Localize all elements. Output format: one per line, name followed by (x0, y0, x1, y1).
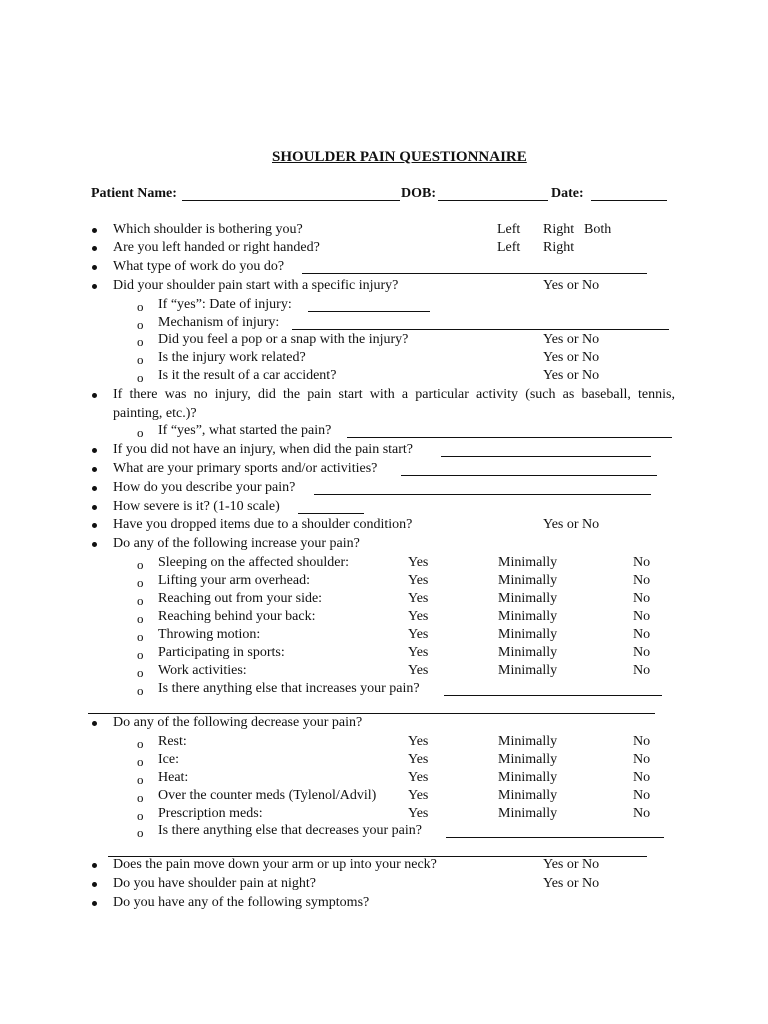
option-no[interactable]: No (633, 663, 651, 678)
option-yes[interactable]: Yes (408, 806, 429, 821)
option-minimally[interactable]: Minimally (498, 806, 558, 821)
bullet-icon (92, 721, 97, 726)
decrease-else-field[interactable] (446, 837, 664, 838)
option-yes[interactable]: Yes (408, 627, 429, 642)
option-yes[interactable]: Yes (408, 591, 429, 606)
yes-or-no-option[interactable]: Yes or No (543, 857, 600, 872)
sub-bullet-icon: o (137, 629, 144, 644)
bullet-icon (92, 542, 97, 547)
option-yes[interactable]: Yes (408, 663, 429, 678)
sub-bullet-icon: o (137, 352, 144, 367)
option-yes[interactable]: Yes (408, 770, 429, 785)
option-minimally[interactable]: Minimally (498, 591, 558, 606)
date-label: Date: (551, 186, 584, 201)
bullet-icon (92, 882, 97, 887)
option-right[interactable]: Right (543, 240, 575, 255)
option-yes[interactable]: Yes (408, 788, 429, 803)
when-start-question: If you did not have an injury, when did the pain start? (113, 442, 414, 457)
increase-item-label: Work activities: (158, 663, 247, 678)
bullet-icon (92, 228, 97, 233)
option-yes[interactable]: Yes (408, 609, 429, 624)
option-no[interactable]: No (633, 573, 651, 588)
work-type-field[interactable] (302, 273, 647, 274)
page-title: SHOULDER PAIN QUESTIONNAIRE (272, 149, 527, 165)
decrease-item-label: Rest: (158, 734, 187, 749)
bullet-icon (92, 393, 97, 398)
option-minimally[interactable]: Minimally (498, 734, 558, 749)
option-minimally[interactable]: Minimally (498, 645, 558, 660)
symptoms-question: Do you have any of the following symptoms? (113, 895, 370, 910)
sports-question: What are your primary sports and/or activities? (113, 461, 378, 476)
severe-field[interactable] (298, 513, 364, 514)
sub-bullet-icon: o (137, 593, 144, 608)
sub-bullet-icon: o (137, 557, 144, 572)
severe-question: How severe is it? (1-10 scale) (113, 499, 280, 514)
option-both[interactable]: Both (584, 222, 612, 237)
what-started-question: If “yes”, what started the pain? (158, 423, 332, 438)
sports-field[interactable] (401, 475, 657, 476)
handed-question: Are you left handed or right handed? (113, 240, 320, 255)
option-yes[interactable]: Yes (408, 555, 429, 570)
option-no[interactable]: No (633, 752, 651, 767)
option-minimally[interactable]: Minimally (498, 752, 558, 767)
option-minimally[interactable]: Minimally (498, 627, 558, 642)
increase-item-label: Throwing motion: (158, 627, 261, 642)
sub-bullet-icon: o (137, 370, 144, 385)
no-injury-question: If there was no injury, did the pain start with a particular activity (such as baseball, tennis, (113, 387, 675, 402)
yes-or-no-option[interactable]: Yes or No (543, 278, 600, 293)
decrease-item-label: Over the counter meds (Tylenol/Advil) (158, 788, 377, 803)
work-related-question: Is the injury work related? (158, 350, 306, 365)
sub-bullet-icon: o (137, 683, 144, 698)
increase-item-label: Sleeping on the affected shoulder: (158, 555, 350, 570)
dob-label: DOB: (401, 186, 436, 201)
increase-else-field-cont[interactable] (88, 713, 655, 714)
sub-bullet-icon: o (137, 665, 144, 680)
decrease-question: Do any of the following decrease your pain? (113, 715, 363, 730)
decrease-item-label: Heat: (158, 770, 189, 785)
option-minimally[interactable]: Minimally (498, 663, 558, 678)
bullet-icon (92, 863, 97, 868)
move-down-question: Does the pain move down your arm or up into your neck? (113, 857, 437, 872)
yes-or-no-option[interactable]: Yes or No (543, 876, 600, 891)
injury-date-question: If “yes”: Date of injury: (158, 297, 292, 312)
decrease-else-question: Is there anything else that decreases your pain? (158, 823, 422, 838)
bullet-icon (92, 467, 97, 472)
yes-or-no-option[interactable]: Yes or No (543, 332, 600, 347)
date-field[interactable] (591, 200, 667, 201)
option-yes[interactable]: Yes (408, 645, 429, 660)
option-left[interactable]: Left (497, 222, 521, 237)
sub-bullet-icon: o (137, 334, 144, 349)
patient-name-label: Patient Name: (91, 186, 177, 201)
bullet-icon (92, 448, 97, 453)
dropped-question: Have you dropped items due to a shoulder condition? (113, 517, 413, 532)
increase-item-label: Participating in sports: (158, 645, 285, 660)
option-no[interactable]: No (633, 788, 651, 803)
injury-date-field[interactable] (308, 311, 430, 312)
increase-else-question: Is there anything else that increases your pain? (158, 681, 420, 696)
decrease-item-label: Prescription meds: (158, 806, 263, 821)
describe-question: How do you describe your pain? (113, 480, 296, 495)
sub-bullet-icon: o (137, 317, 144, 332)
option-no[interactable]: No (633, 806, 651, 821)
no-injury-question-cont: painting, etc.)? (113, 406, 197, 421)
describe-field[interactable] (314, 494, 651, 495)
bullet-icon (92, 523, 97, 528)
yes-or-no-option[interactable]: Yes or No (543, 517, 600, 532)
bullet-icon (92, 265, 97, 270)
bullet-icon (92, 486, 97, 491)
option-no[interactable]: No (633, 609, 651, 624)
when-start-field[interactable] (441, 456, 651, 457)
increase-item-label: Reaching behind your back: (158, 609, 316, 624)
option-yes[interactable]: Yes (408, 734, 429, 749)
dob-field[interactable] (438, 200, 548, 201)
option-no[interactable]: No (633, 591, 651, 606)
yes-or-no-option[interactable]: Yes or No (543, 368, 600, 383)
bullet-icon (92, 901, 97, 906)
sub-bullet-icon: o (137, 611, 144, 626)
sub-bullet-icon: o (137, 575, 144, 590)
option-yes[interactable]: Yes (408, 573, 429, 588)
decrease-item-label: Ice: (158, 752, 179, 767)
bullet-icon (92, 284, 97, 289)
option-right[interactable]: Right (543, 222, 575, 237)
increase-item-label: Lifting your arm overhead: (158, 573, 311, 588)
bullet-icon (92, 246, 97, 251)
sub-bullet-icon: o (137, 772, 144, 787)
sub-bullet-icon: o (137, 647, 144, 662)
specific-injury-question: Did your shoulder pain start with a specific injury? (113, 278, 399, 293)
option-left[interactable]: Left (497, 240, 521, 255)
patient-name-field[interactable] (182, 200, 400, 201)
option-no[interactable]: No (633, 555, 651, 570)
sub-bullet-icon: o (137, 299, 144, 314)
mechanism-field[interactable] (292, 329, 669, 330)
sub-bullet-icon: o (137, 808, 144, 823)
option-no[interactable]: No (633, 770, 651, 785)
increase-else-field[interactable] (444, 695, 662, 696)
increase-item-label: Reaching out from your side: (158, 591, 323, 606)
bullet-icon (92, 505, 97, 510)
sub-bullet-icon: o (137, 825, 144, 840)
option-minimally[interactable]: Minimally (498, 573, 558, 588)
option-minimally[interactable]: Minimally (498, 609, 558, 624)
sub-bullet-icon: o (137, 790, 144, 805)
sub-bullet-icon: o (137, 754, 144, 769)
pop-snap-question: Did you feel a pop or a snap with the injury? (158, 332, 409, 347)
night-question: Do you have shoulder pain at night? (113, 876, 316, 891)
increase-question: Do any of the following increase your pain? (113, 536, 360, 551)
sub-bullet-icon: o (137, 736, 144, 751)
yes-or-no-option[interactable]: Yes or No (543, 350, 600, 365)
option-minimally[interactable]: Minimally (498, 555, 558, 570)
option-no[interactable]: No (633, 645, 651, 660)
work-type-question: What type of work do you do? (113, 259, 285, 274)
option-yes[interactable]: Yes (408, 752, 429, 767)
what-started-field[interactable] (347, 437, 672, 438)
option-no[interactable]: No (633, 734, 651, 749)
option-minimally[interactable]: Minimally (498, 788, 558, 803)
option-minimally[interactable]: Minimally (498, 770, 558, 785)
sub-bullet-icon: o (137, 425, 144, 440)
option-no[interactable]: No (633, 627, 651, 642)
which-shoulder-question: Which shoulder is bothering you? (113, 222, 303, 237)
car-accident-question: Is it the result of a car accident? (158, 368, 337, 383)
mechanism-question: Mechanism of injury: (158, 315, 280, 330)
